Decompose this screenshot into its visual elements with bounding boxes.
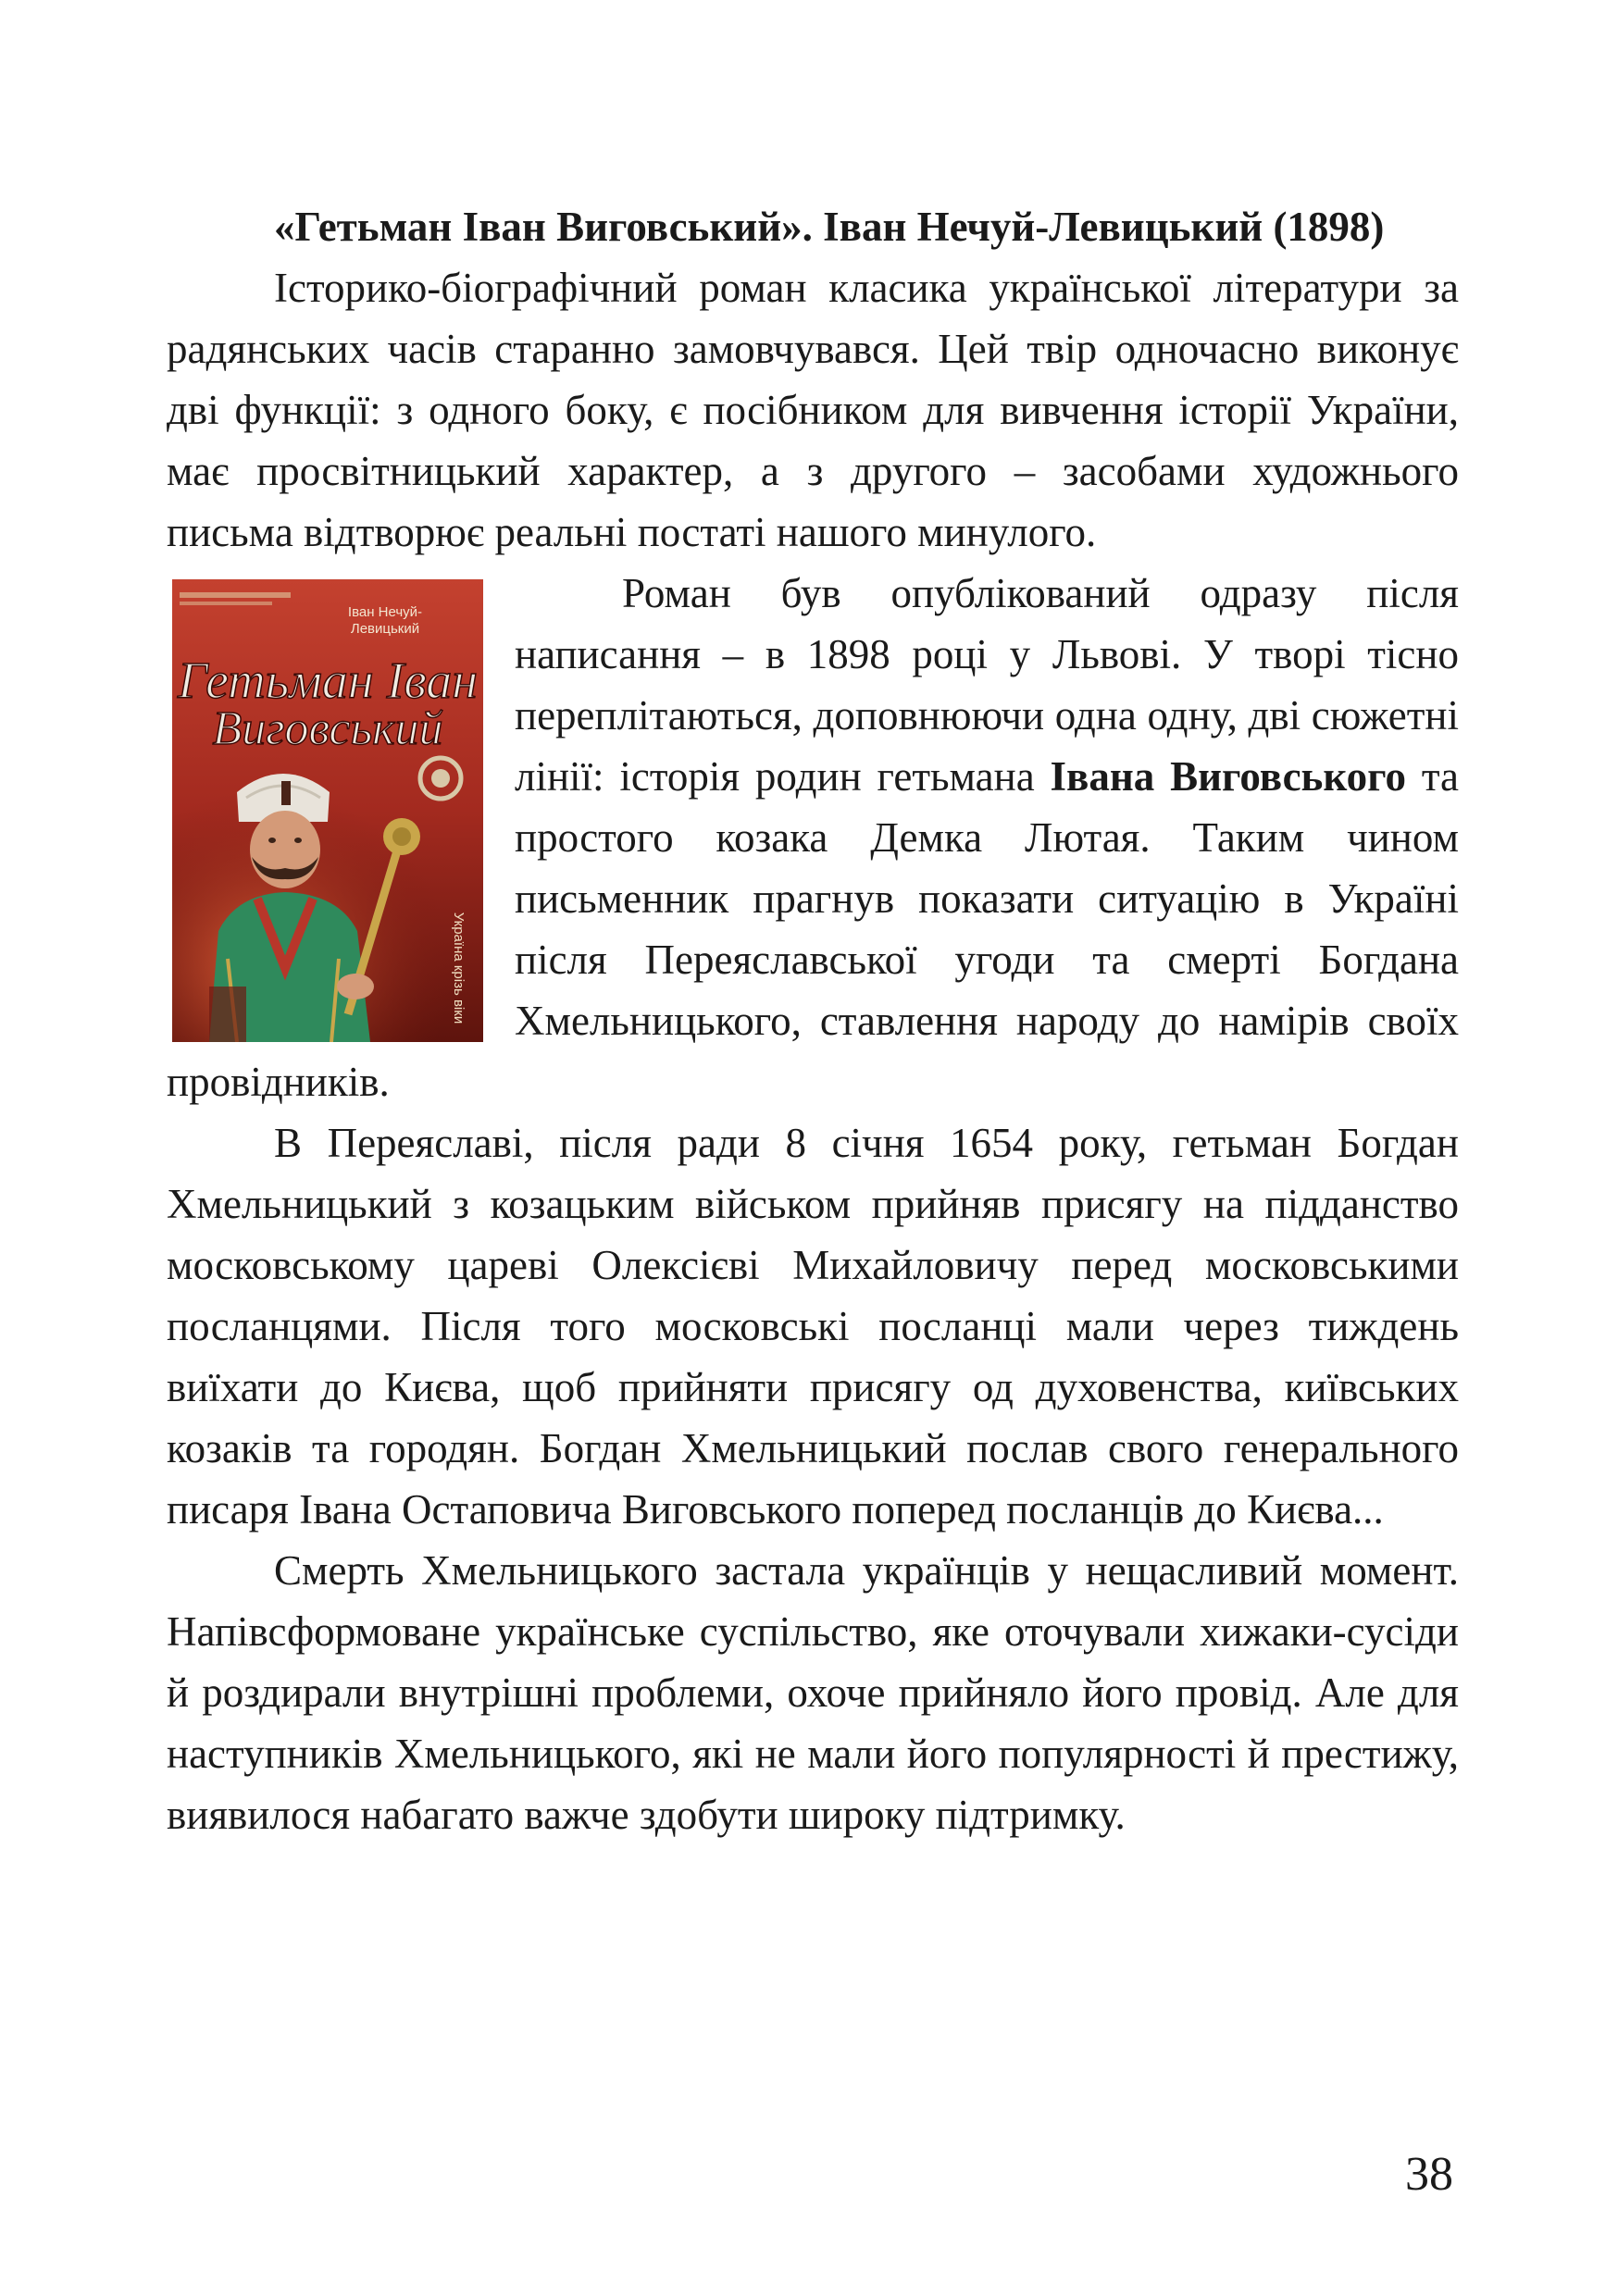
paragraph-intro-text: Історико-біографічний роман класика української літератури за радянських часів старанно замовчувався. Цей твір одночасно виконує дві функції: з одного боку, є посібником для вивчення історії України, має просвітницький характер, а з другого – засобами художнього письма відтворює реальні постаті нашого минулого. <box>167 265 1459 555</box>
paragraph-intro <box>167 257 1459 563</box>
paragraph-publication-bold: Івана Виговського <box>1050 753 1406 800</box>
paragraph-pereiaslav: В Переяславі, після ради 8 січня 1654 року, гетьман Богдан Хмельницький з козацьким військом прийняв присягу на підданство московському цареві Олексієві Михайловичу перед московськими посланцями. Після того московські посланці мали через тиждень виїхати до Києва, щоб прийняти присягу од духовенства, київських козаків та городян. Богдан Хмельницький послав свого генерального писаря Івана Остаповича Виговського поперед посланців до Києва... <box>167 1120 1459 1533</box>
book-cover-illustration <box>172 579 483 1042</box>
page-number: 38 <box>1405 2148 1453 2201</box>
paragraph-publication-end: та простого козака Демка Лютая. Таким чином письменник прагнув показати ситуацію в Україні після Переяславської угоди та смерті Богдана Хмельницького, ставлення народу до намірів своїх провідників. <box>167 753 1460 1105</box>
section-title: «Гетьман Іван Виговський». Іван Нечуй-Левицький (1898) <box>274 204 1385 250</box>
cover-author-line1: Іван Нечуй- <box>347 604 423 620</box>
cover-spine-text: Україна крізь віки <box>451 912 467 1024</box>
paragraph-death: Смерть Хмельницького застала українців у нещасливий момент. Напівсформоване українське суспільство, яке оточували хижаки-сусіди й роздирали внутрішні проблеми, охоче прийняло його провід. Але для наступників Хмельницького, які не мали його популярності й престижу, виявилося набагато важче здобути широку підтримку. <box>167 1547 1459 1838</box>
book-cover-image <box>172 579 483 1042</box>
paragraph-publication-start: Роман був опублікований одразу після написання – в 1898 році у Львові. У творі тісно переплітаються, доповнюючи одна одну, дві сюжетні лінії: історія родин гетьмана <box>515 570 1459 800</box>
cover-author-line2: Левицький <box>350 621 420 637</box>
page-body <box>167 196 1459 1845</box>
cover-title-line2: Виговський <box>212 702 443 755</box>
cover-title-line1: Гетьман Іван <box>177 652 479 710</box>
